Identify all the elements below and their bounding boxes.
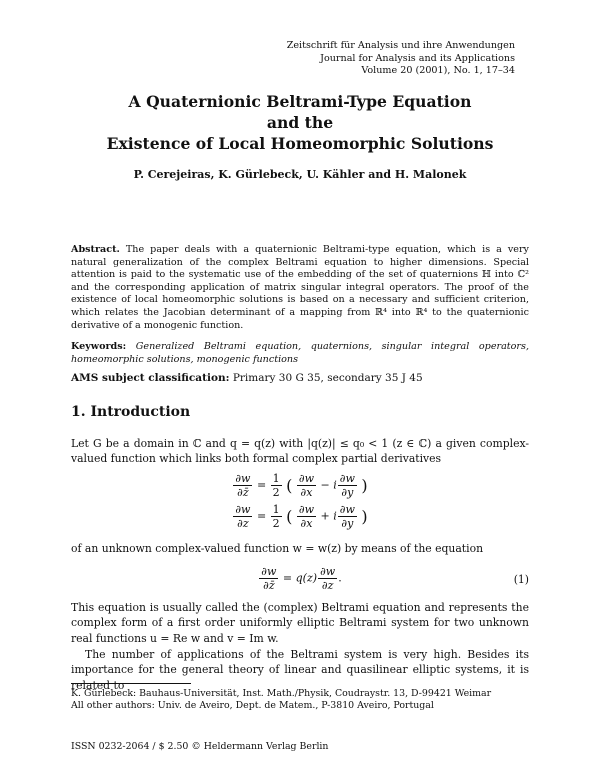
- equation-beltrami: $\frac{\partial w}{\partial z̄}$ = q(z) $\frac{\partial w}{\partial z}$ . (1): [261, 565, 529, 592]
- ams-text: Primary 30 G 35, secondary 35 J 45: [232, 372, 423, 384]
- keywords: [71, 341, 529, 366]
- title-line-3: Existence of Local Homeomorphic Solutions: [106, 134, 494, 153]
- title-line-2: and the: [266, 113, 334, 132]
- fraction: $\frac{\partial w}{\partial z̄}$: [235, 472, 251, 499]
- abstract-text: The paper deals with a quaternionic Beltrami-type equation, which is a very natural generalization of the complex Beltrami equation to higher dimensions. Special attention is paid to the systematic use of the embedding of the set of quaternions ℍ into ℂ² and the corresponding application of matrix singular integral operators. The proof of the existence of local homeomorphic solutions is based on a necessary and sufficient criterion, which relates the Jacobian determinant of a mapping from ℝ⁴ into ℝ⁴ to the quaternionic derivative of a monogenic function.: [71, 244, 529, 331]
- journal-name-de: Zeitschrift für Analysis und ihre Anwendungen: [286, 40, 515, 51]
- journal-name-en: Journal for Analysis and its Applications: [320, 52, 515, 64]
- equation-dz: $\frac{\partial w}{\partial z}$ = $\frac{1}{2}$ ( $\frac{\partial w}{\partial x}$ + i $\frac{\partial w}{\partial y}$ ): [235, 503, 368, 530]
- half-fraction: $\frac{1}{2}$: [272, 472, 280, 499]
- journal-volume: Volume 20 (2001), No. 1, 17–34: [361, 65, 515, 76]
- ams-label: AMS subject classification:: [71, 372, 230, 384]
- equation-dzbar: $\frac{\partial w}{\partial z̄}$ = $\frac{1}{2}$ ( $\frac{\partial w}{\partial x}$ − i $\frac{\partial w}{\partial y}$ ): [235, 472, 368, 499]
- keywords-text: Generalized Beltrami equation, quaternions, singular integral operators, homeomorphic solutions, monogenic functions: [71, 341, 529, 365]
- paragraph-2: of an unknown complex-valued function w = w(z) by means of the equation: [71, 542, 484, 555]
- issn-line: ISSN 0232-2064 / $ 2.50 © Heldermann Verlag Berlin: [71, 741, 329, 752]
- author-list: P. Cerejeiras, K. Gürlebeck, U. Kähler and H. Malonek: [133, 168, 467, 181]
- ams-classification: [71, 372, 529, 385]
- equation-number: (1): [513, 573, 529, 586]
- abstract-label: Abstract.: [71, 244, 120, 255]
- footnote-divider: [71, 683, 191, 684]
- footnote-1: K. Gürlebeck: Bauhaus-Universität, Inst. Math./Physik, Coudraystr. 13, D-99421 Weimar: [71, 688, 492, 699]
- keywords-label: Keywords:: [71, 341, 127, 352]
- journal-header: [287, 40, 515, 78]
- paragraph-1: Let G be a domain in ℂ and q = q(z) with |q(z)| ≤ q₀ < 1 (z ∈ ℂ) a given complex-valued function which links both formal complex partial derivatives: [71, 437, 529, 466]
- abstract: [71, 244, 529, 332]
- footnotes: [71, 688, 529, 713]
- paper-title: [0, 91, 600, 154]
- paragraph-3: This equation is usually called the (complex) Beltrami equation and represents the complex form of a first order uniformly elliptic Beltrami system for two unknown real functions u = Re w and v = Im w.: [71, 601, 529, 645]
- title-line-1: A Quaternionic Beltrami-Type Equation: [128, 92, 472, 111]
- section-heading: 1. Introduction: [71, 404, 191, 420]
- paragraph-4: The number of applications of the Beltrami system is very high. Besides its importance for the general theory of linear and quasilinear elliptic systems, it is related to: [71, 648, 529, 692]
- footnote-2: All other authors: Univ. de Aveiro, Dept. de Matem., P-3810 Aveiro, Portugal: [71, 700, 434, 712]
